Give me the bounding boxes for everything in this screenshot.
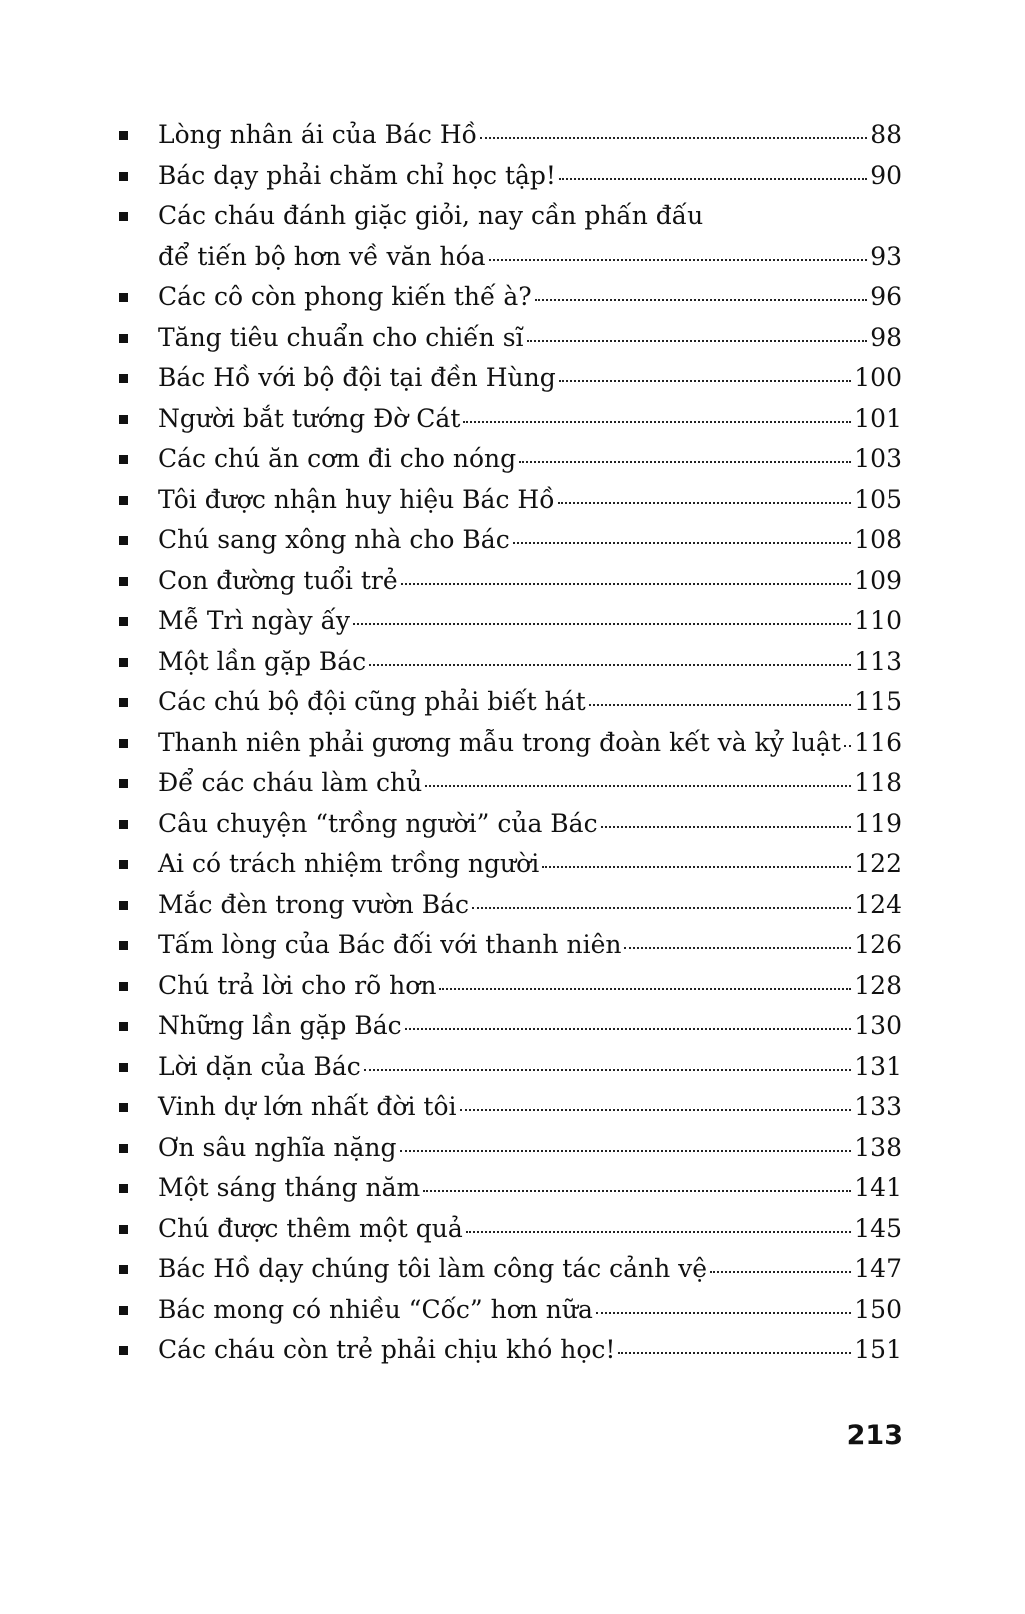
toc-entry-title: Lời dặn của Bác — [158, 1051, 361, 1081]
toc-entry-title: Tăng tiêu chuẩn cho chiến sĩ — [158, 322, 524, 352]
toc-entry — [112, 358, 902, 399]
toc-entry-page-number: 151 — [854, 1335, 902, 1364]
toc-entry — [112, 399, 902, 440]
square-bullet-icon — [119, 739, 128, 748]
toc-entry-title: Một sáng tháng năm — [158, 1173, 421, 1202]
toc-entry — [112, 723, 902, 764]
dot-leader — [710, 1271, 851, 1273]
table-of-contents — [112, 115, 902, 1371]
dot-leader — [466, 1231, 852, 1233]
toc-entry-title: Mắc đèn trong vườn Bác — [158, 889, 469, 919]
square-bullet-icon — [119, 982, 128, 991]
toc-entry — [112, 682, 902, 723]
toc-entry-title: Bác Hồ dạy chúng tôi làm công tác cảnh vệ — [158, 1254, 708, 1283]
dot-leader — [401, 583, 852, 585]
toc-entry — [112, 804, 902, 845]
dot-leader — [542, 866, 851, 868]
dot-leader — [472, 907, 851, 909]
dot-leader — [558, 502, 852, 504]
square-bullet-icon — [119, 172, 128, 181]
square-bullet-icon — [119, 374, 128, 383]
toc-entry-title: Bác mong có nhiều “Cốc” hơn nữa — [158, 1294, 593, 1324]
toc-entry-title: Chú trả lời cho rõ hơn — [158, 970, 437, 1000]
toc-entry-title-line1: Các cháu đánh giặc giỏi, nay cần phấn đấu — [158, 201, 704, 230]
square-bullet-icon — [119, 1103, 128, 1112]
dot-leader — [527, 340, 868, 342]
toc-entry-page-number: 130 — [854, 1011, 902, 1040]
toc-entry-page-number: 122 — [854, 849, 902, 878]
toc-entry-page-number: 131 — [854, 1051, 902, 1081]
dot-leader — [369, 664, 851, 666]
toc-entry-title: Ai có trách nhiệm trồng người — [158, 849, 540, 878]
toc-entry — [112, 277, 902, 318]
toc-entry-title: Chú được thêm một quả — [158, 1213, 463, 1243]
square-bullet-icon — [119, 698, 128, 707]
toc-entry-page-number: 128 — [854, 970, 902, 1000]
toc-entry-title: Người bắt tướng Đờ Cát — [158, 403, 461, 433]
toc-entry-page-number: 141 — [854, 1173, 902, 1202]
toc-entry — [112, 925, 902, 966]
square-bullet-icon — [119, 1265, 128, 1274]
dot-leader — [400, 1150, 852, 1152]
toc-entry — [112, 439, 902, 480]
square-bullet-icon — [119, 1346, 128, 1355]
toc-entry-page-number: 138 — [854, 1132, 902, 1162]
toc-entry-page-number: 110 — [854, 606, 902, 635]
toc-entry — [112, 480, 902, 521]
square-bullet-icon — [119, 212, 128, 221]
square-bullet-icon — [119, 1144, 128, 1153]
dot-leader — [844, 745, 851, 747]
square-bullet-icon — [119, 617, 128, 626]
toc-entry — [112, 156, 902, 197]
toc-entry — [112, 1209, 902, 1250]
square-bullet-icon — [119, 577, 128, 586]
toc-entry-page-number: 113 — [854, 646, 902, 676]
square-bullet-icon — [119, 1184, 128, 1193]
toc-entry-page-number: 98 — [870, 322, 902, 352]
dot-leader — [589, 704, 852, 706]
square-bullet-icon — [119, 415, 128, 424]
toc-entry-title: Các chú ăn cơm đi cho nóng — [158, 444, 517, 473]
toc-entry-page-number: 126 — [854, 930, 902, 959]
toc-entry-title: Những lần gặp Bác — [158, 1011, 402, 1040]
dot-leader — [559, 380, 852, 382]
toc-entry-title: Con đường tuổi trẻ — [158, 565, 398, 595]
toc-entry-page-number: 147 — [854, 1254, 902, 1283]
dot-leader — [601, 826, 852, 828]
toc-entry-title: Mễ Trì ngày ấy — [158, 606, 351, 635]
toc-entry — [112, 115, 902, 156]
toc-entry — [112, 1249, 902, 1290]
toc-entry-title: Lòng nhân ái của Bác Hồ — [158, 120, 477, 149]
toc-entry — [112, 1168, 902, 1209]
dot-leader — [559, 178, 867, 180]
toc-entry-page-number: 108 — [854, 525, 902, 554]
toc-entry — [112, 561, 902, 602]
square-bullet-icon — [119, 658, 128, 667]
toc-entry-page-number: 103 — [854, 444, 902, 473]
toc-entry-title: Vinh dự lớn nhất đời tôi — [158, 1092, 457, 1121]
dot-leader — [624, 947, 851, 949]
toc-entry-title: Câu chuyện “trồng người” của Bác — [158, 808, 598, 838]
toc-entry-page-number: 109 — [854, 565, 902, 595]
toc-entry-page-number: 119 — [854, 808, 902, 838]
square-bullet-icon — [119, 334, 128, 343]
toc-entry — [112, 966, 902, 1007]
dot-leader — [535, 299, 868, 301]
dot-leader — [513, 542, 852, 544]
dot-leader — [519, 461, 851, 463]
dot-leader — [439, 988, 851, 990]
toc-entry-title: Tấm lòng của Bác đối với thanh niên — [158, 930, 622, 959]
toc-entry-page-number: 100 — [854, 363, 902, 392]
square-bullet-icon — [119, 860, 128, 869]
toc-entry — [112, 763, 902, 804]
dot-leader — [489, 259, 868, 261]
square-bullet-icon — [119, 901, 128, 910]
toc-entry-title: Thanh niên phải gương mẫu trong đoàn kết và kỷ luật — [158, 727, 841, 757]
toc-entry-page-number: 105 — [854, 484, 902, 514]
square-bullet-icon — [119, 1022, 128, 1031]
square-bullet-icon — [119, 536, 128, 545]
toc-entry-title: Chú sang xông nhà cho Bác — [158, 525, 510, 554]
toc-entry-page-number: 93 — [870, 241, 902, 271]
toc-entry-page-number: 150 — [854, 1294, 902, 1324]
dot-leader — [596, 1312, 851, 1314]
dot-leader — [364, 1069, 851, 1071]
square-bullet-icon — [119, 820, 128, 829]
dot-leader — [460, 1109, 852, 1111]
toc-entry — [112, 1047, 902, 1088]
toc-entry-title: Một lần gặp Bác — [158, 646, 367, 676]
square-bullet-icon — [119, 941, 128, 950]
toc-entry-page-number: 116 — [854, 727, 902, 757]
toc-entry-page-number: 90 — [870, 160, 902, 190]
dot-leader — [480, 137, 867, 139]
toc-entry-title: để tiến bộ hơn về văn hóa — [158, 241, 486, 271]
toc-entry-title: Các chú bộ đội cũng phải biết hát — [158, 687, 586, 716]
toc-entry-title: Tôi được nhận huy hiệu Bác Hồ — [158, 484, 555, 514]
toc-entry — [112, 318, 902, 359]
dot-leader — [353, 623, 851, 625]
toc-entry-page-number: 115 — [854, 687, 902, 716]
page-number: 213 — [846, 1420, 903, 1451]
toc-entry-page-number: 101 — [854, 403, 902, 433]
toc-entry — [112, 601, 902, 642]
toc-entry-title: Các cô còn phong kiến thế à? — [158, 282, 532, 311]
toc-entry-title: Ơn sâu nghĩa nặng — [158, 1132, 397, 1162]
toc-entry — [112, 196, 902, 277]
toc-entry — [112, 1290, 902, 1331]
toc-entry-title: Các cháu còn trẻ phải chịu khó học! — [158, 1335, 616, 1364]
square-bullet-icon — [119, 1225, 128, 1234]
square-bullet-icon — [119, 496, 128, 505]
dot-leader — [618, 1352, 851, 1354]
toc-entry-title: Bác Hồ với bộ đội tại đền Hùng — [158, 363, 556, 392]
toc-entry-title: Để các cháu làm chủ — [158, 768, 423, 797]
square-bullet-icon — [119, 455, 128, 464]
toc-entry — [112, 1006, 902, 1047]
toc-entry-page-number: 124 — [854, 889, 902, 919]
square-bullet-icon — [119, 293, 128, 302]
toc-entry-page-number: 118 — [854, 768, 902, 797]
toc-entry — [112, 1330, 902, 1371]
square-bullet-icon — [119, 779, 128, 788]
dot-leader — [463, 421, 851, 423]
toc-entry — [112, 844, 902, 885]
square-bullet-icon — [119, 1306, 128, 1315]
dot-leader — [423, 1190, 851, 1192]
toc-entry — [112, 885, 902, 926]
toc-entry — [112, 642, 902, 683]
toc-entry-page-number: 88 — [870, 120, 902, 149]
square-bullet-icon — [119, 131, 128, 140]
toc-entry — [112, 1128, 902, 1169]
dot-leader — [425, 785, 851, 787]
toc-entry — [112, 520, 902, 561]
toc-entry — [112, 1087, 902, 1128]
toc-entry-page-number: 145 — [854, 1213, 902, 1243]
dot-leader — [405, 1028, 852, 1030]
toc-entry-page-number: 96 — [870, 282, 902, 311]
toc-entry-page-number: 133 — [854, 1092, 902, 1121]
square-bullet-icon — [119, 1063, 128, 1072]
toc-entry-title: Bác dạy phải chăm chỉ học tập! — [158, 160, 556, 190]
